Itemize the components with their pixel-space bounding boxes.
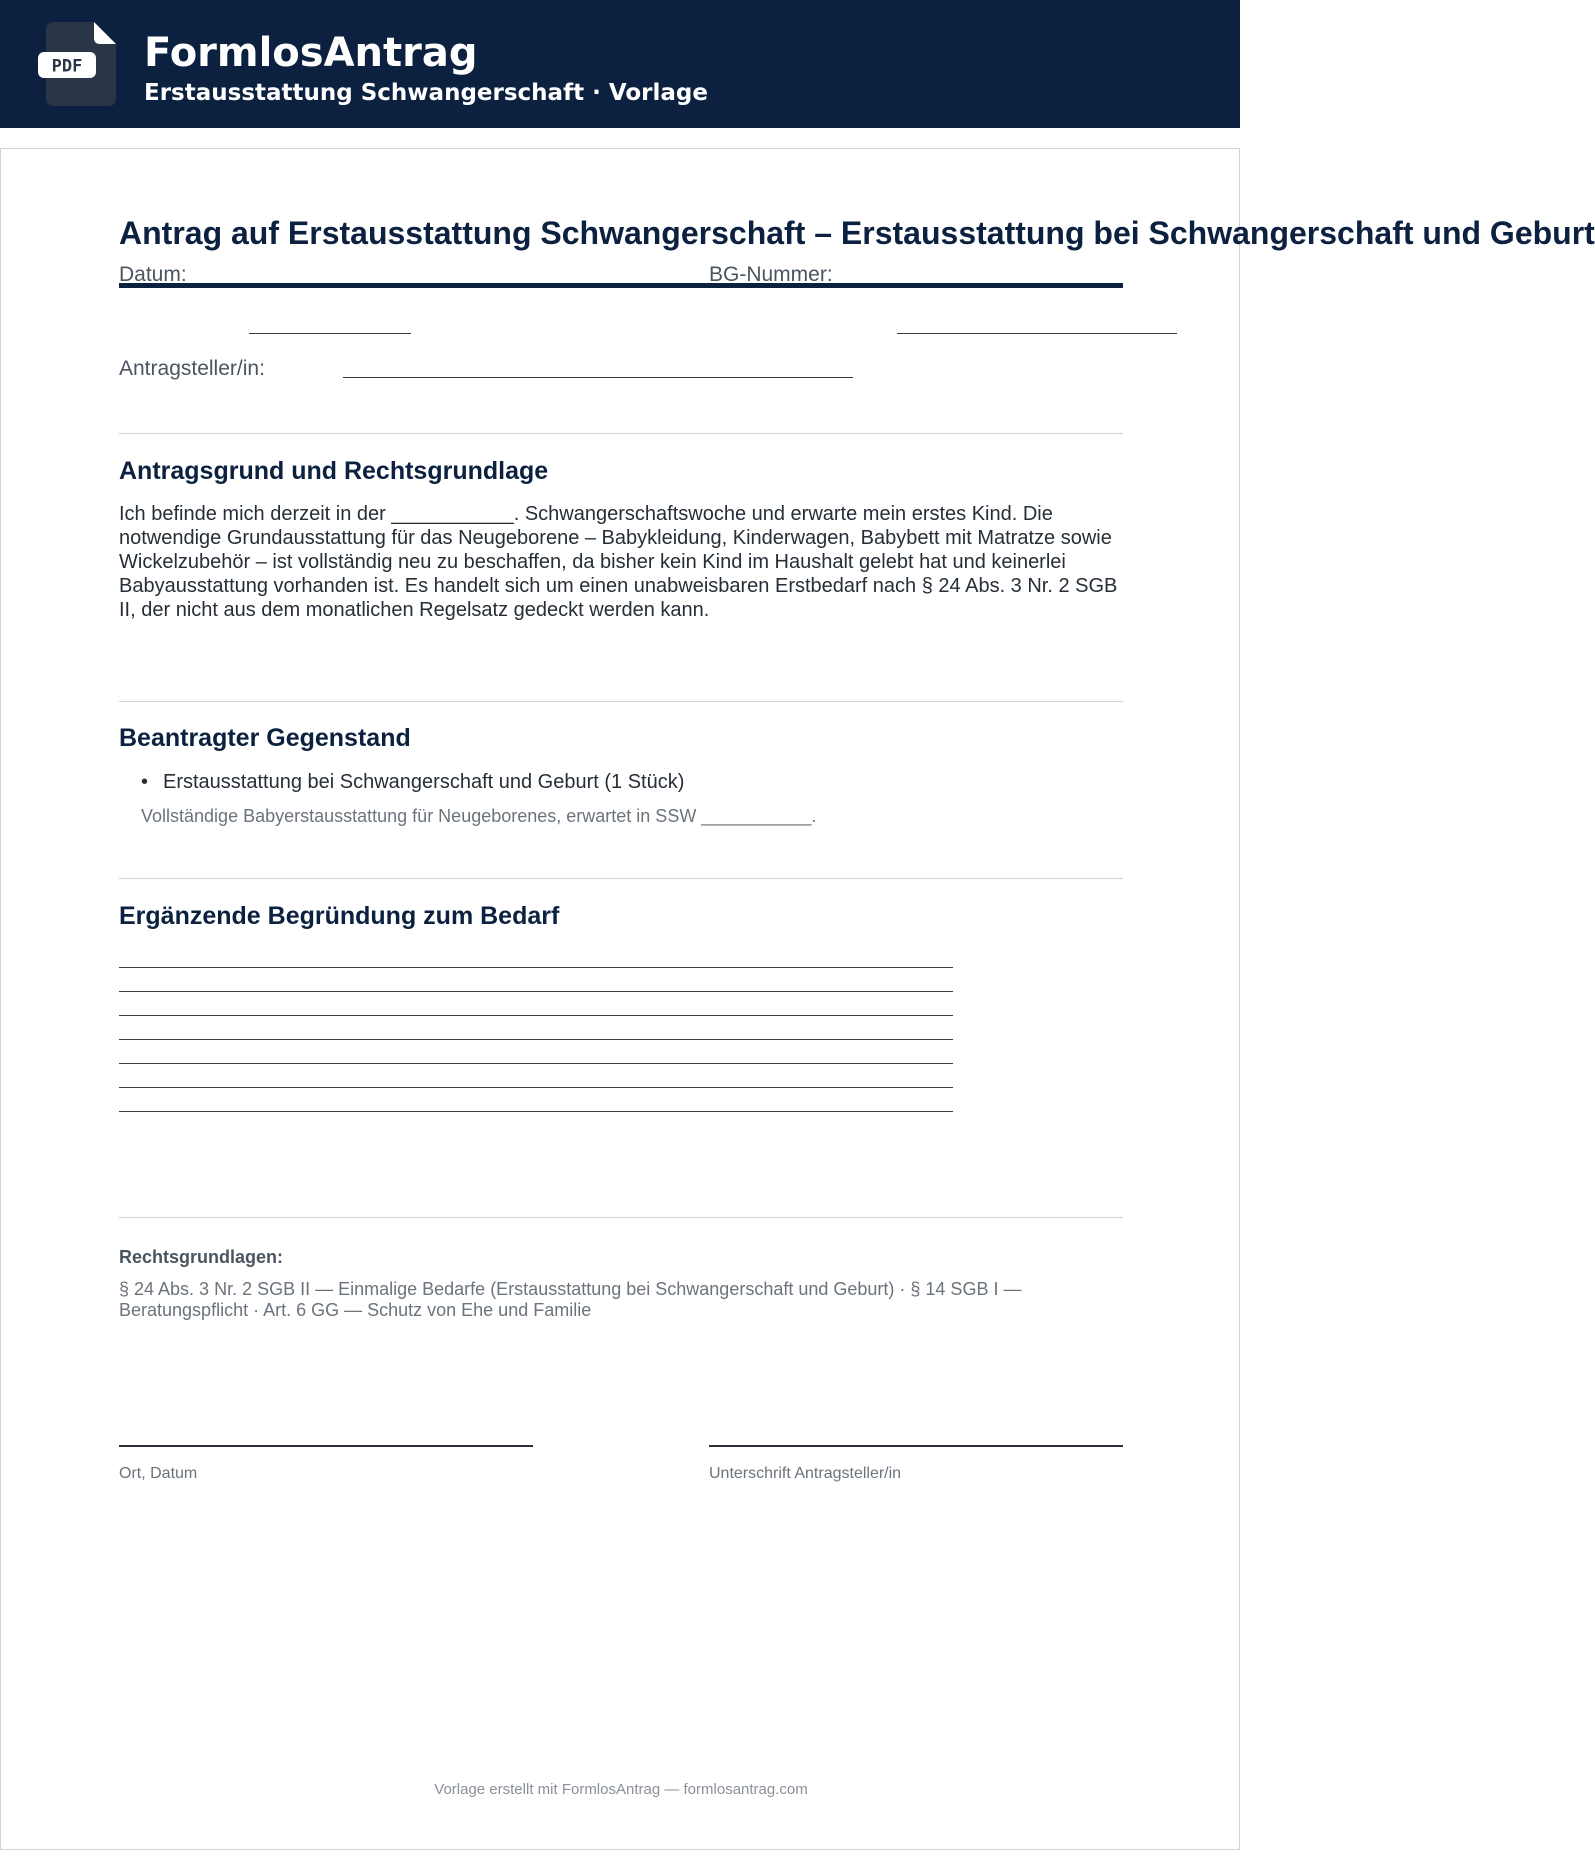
section-divider [119, 878, 1123, 879]
bg-number-label: BG-Nummer: [709, 263, 833, 286]
section-body-grounds: Ich befinde mich derzeit in der ___________. Schwangerschaftswoche und erwarte mein erstes Kind. Die notwendige Grundausstattung für das Neugeborene – Babykleidung, Kinderwagen, Babybett mit Matratze sowie Wickelzubehör – ist vollständig neu zu beschaffen, da bisher kein Kind im Haushalt gelebt hat und keinerlei Babyausstattung vorhanden ist. Es handelt sich um einen unabweisbaren Erstbedarf nach § 24 Abs. 3 Nr. 2 SGB II, der nicht aus dem monatlichen Regelsatz gedeckt werden kann. [119, 503, 1118, 621]
list-item-label: Erstausstattung bei Schwangerschaft und Geburt (1 Stück) [163, 771, 685, 793]
applicant-field-line[interactable] [343, 377, 853, 378]
section-divider [119, 1217, 1123, 1218]
document-title: Antrag auf Erstausstattung Schwangerschaft – Erstausstattung bei Schwangerschaft und Geburt [119, 215, 1595, 251]
section-divider [119, 701, 1123, 702]
section-heading-grounds: Antragsgrund und Rechtsgrundlage [119, 457, 549, 485]
section-divider [119, 433, 1123, 434]
justification-write-line[interactable] [119, 1039, 953, 1040]
datum-label: Datum: [119, 263, 187, 286]
footer-note: Vorlage erstellt mit FormlosAntrag — formlosantrag.com [434, 1781, 808, 1798]
bullet-icon: • [141, 771, 149, 793]
datum-field-line[interactable] [249, 333, 411, 334]
bg-number-field-line[interactable] [897, 333, 1177, 334]
document-sheet [0, 148, 1595, 1850]
justification-write-line[interactable] [119, 1087, 953, 1088]
applicant-signature-line[interactable] [709, 1445, 1123, 1447]
title-divider [119, 283, 1123, 288]
legal-heading: Rechtsgrundlagen: [119, 1247, 284, 1267]
brand-subtitle: Erstausstattung Schwangerschaft · Vorlage [144, 80, 708, 106]
place-date-signature-line[interactable] [119, 1445, 533, 1447]
list-item-note: Vollständige Babyerstausstattung für Neugeborenes, erwartet in SSW ___________. [141, 806, 817, 826]
section-heading-item: Beantragter Gegenstand [119, 724, 411, 752]
applicant-signature-label: Unterschrift Antragsteller/in [709, 1465, 902, 1482]
legal-text: § 24 Abs. 3 Nr. 2 SGB II — Einmalige Bedarfe (Erstausstattung bei Schwangerschaft und Geburt) · § 14 SGB I — Beratungspflicht · Art. 6 GG — Schutz von Ehe und Familie [119, 1279, 1022, 1320]
pdf-file-icon [44, 22, 116, 106]
place-date-label: Ort, Datum [119, 1465, 198, 1482]
justification-write-line[interactable] [119, 1063, 953, 1064]
list-item [141, 771, 684, 794]
app-header-banner [0, 0, 1240, 128]
section-heading-justification: Ergänzende Begründung zum Bedarf [119, 902, 560, 930]
justification-write-line[interactable] [119, 967, 953, 968]
justification-write-line[interactable] [119, 991, 953, 992]
pdf-icon-label: PDF [51, 56, 83, 77]
brand-title: FormlosAntrag [144, 30, 478, 76]
justification-write-line[interactable] [119, 1015, 953, 1016]
justification-write-line[interactable] [119, 1111, 953, 1112]
applicant-label: Antragsteller/in: [119, 357, 265, 380]
